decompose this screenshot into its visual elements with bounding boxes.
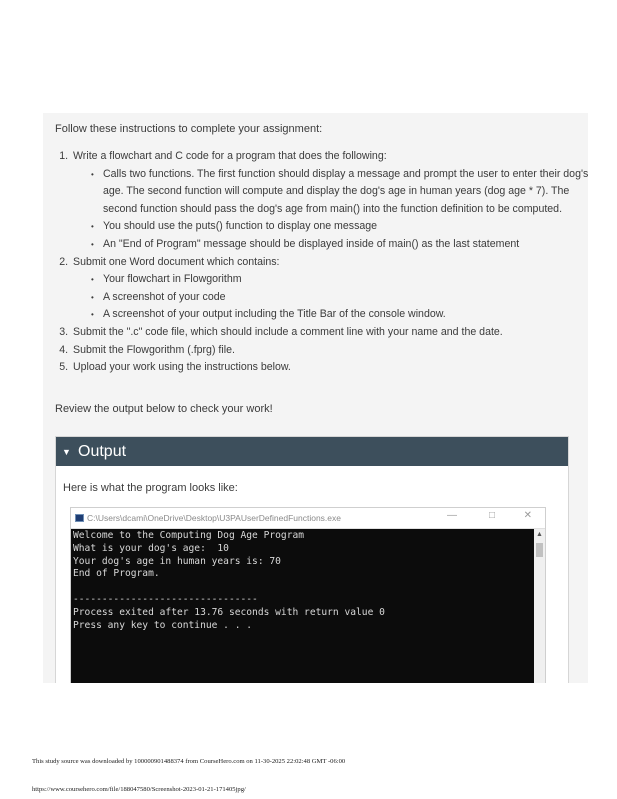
subitem: • Calls two functions. The first function should display a message and prompt the user to enter their dog's age. The second function will compute and display the dog's age in human years (dog age * 7). The second function should pass the dog's age from main() into the function definition to be computed. <box>101 166 588 219</box>
console-screen <box>71 529 545 683</box>
close-icon[interactable]: ✕ <box>523 510 532 521</box>
step-item <box>71 359 588 377</box>
step-text: Submit the Flowgorithm (.fprg) file. <box>73 343 235 356</box>
subitem: • A screenshot of your code <box>101 289 588 307</box>
subitem: • An "End of Program" message should be displayed inside of main() as the last statement <box>101 236 588 254</box>
console-app-icon <box>75 514 84 522</box>
source-url[interactable]: https://www.coursehero.com/file/188047580/Screenshot-2023-01-21-171405jpg/ <box>32 786 246 793</box>
step-item <box>71 324 588 342</box>
step-item <box>71 148 588 254</box>
download-notice: This study source was downloaded by 100000901488374 from CourseHero.com on 11-30-2025 22:02:48 GMT -06:00 <box>32 758 346 765</box>
output-caption: Here is what the program looks like: <box>63 482 238 494</box>
output-title: Output <box>78 442 127 460</box>
scroll-thumb[interactable] <box>536 543 543 557</box>
console-title: C:\Users\dcami\OneDrive\Desktop\U3PAUserDefinedFunctions.exe <box>87 513 341 523</box>
instruction-steps <box>55 148 588 377</box>
subitem: • You should use the puts() function to display one message <box>101 218 588 236</box>
step-subitems <box>73 166 588 254</box>
assignment-panel <box>43 113 588 683</box>
intro-text: Follow these instructions to complete your assignment: <box>55 123 323 135</box>
step-text: Submit one Word document which contains: <box>73 255 280 268</box>
step-item <box>71 254 588 324</box>
step-text: Upload your work using the instructions below. <box>73 361 291 374</box>
step-subitems <box>73 271 588 324</box>
caret-down-icon: ▼ <box>62 446 71 457</box>
console-scrollbar[interactable] <box>534 529 545 683</box>
step-text: Submit the ".c" code file, which should include a comment line with your name and the date. <box>73 325 503 338</box>
subitem: • Your flowchart in Flowgorithm <box>101 271 588 289</box>
output-section <box>55 436 569 683</box>
output-toggle[interactable] <box>56 437 568 466</box>
console-window <box>70 507 546 683</box>
console-output: Welcome to the Computing Dog Age Program What is your dog's age: 10 Your dog's age in human years is: 70 End of Program. -------------------------------- Process exited after 13.76 seconds with return value 0 Press any key to continue . . . <box>73 530 385 631</box>
step-item <box>71 342 588 360</box>
step-text: Write a flowchart and C code for a program that does the following: <box>73 150 387 162</box>
console-titlebar <box>71 508 545 529</box>
minimize-icon[interactable]: — <box>447 510 457 521</box>
maximize-icon[interactable]: □ <box>488 510 495 521</box>
subitem: • A screenshot of your output including the Title Bar of the console window. <box>101 306 588 324</box>
review-text: Review the output below to check your work! <box>55 403 273 415</box>
scroll-up-icon[interactable]: ▲ <box>536 531 543 538</box>
